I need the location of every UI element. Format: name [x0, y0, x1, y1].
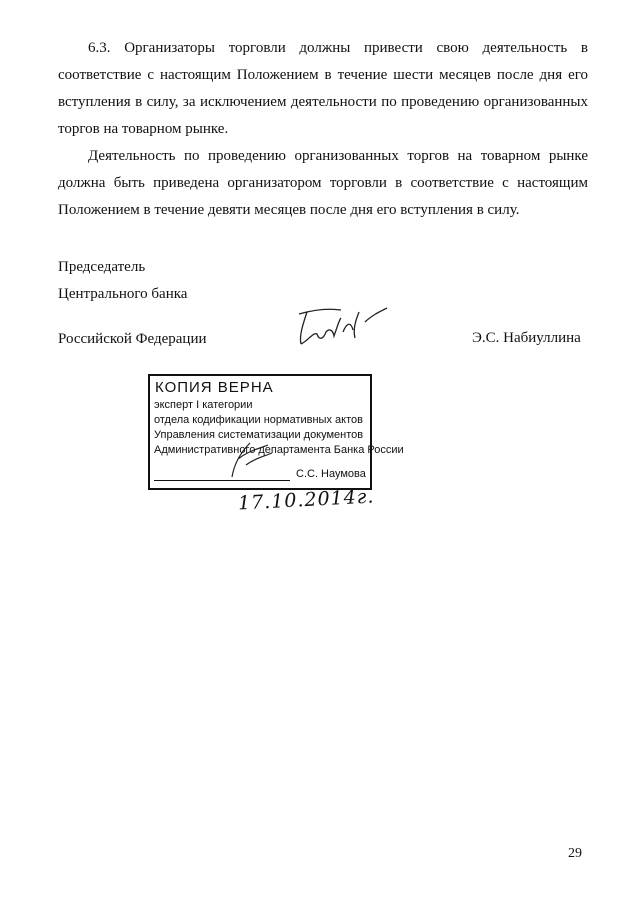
handwritten-date: 17.10.2014г. [237, 485, 375, 515]
signatory-title-line-3: Российской Федерации [58, 331, 207, 347]
paragraph-commodity-market: Деятельность по проведению организованных торгов на товарном рынке должна быть приведена организатором торговли в соответствие с настоящим Положением в течение девяти месяцев после дня его вступления в силу. [58, 148, 588, 218]
page-number: 29 [568, 846, 582, 861]
signatory-title-line-2: Центрального банка [58, 286, 188, 302]
handwritten-signature [293, 300, 393, 350]
stamp-line: Административного департамента Банка России [154, 444, 404, 456]
stamp-title: КОПИЯ ВЕРНА [155, 379, 274, 396]
signatory-title-line-1: Председатель [58, 259, 146, 275]
stamp-line: эксперт I категории [154, 399, 253, 411]
stamp-line: отдела кодификации нормативных актов [154, 414, 363, 426]
stamp-signature-line [154, 480, 290, 481]
stamp-line: Управления систематизации документов [154, 429, 364, 441]
stamp-name: С.С. Наумова [296, 468, 366, 480]
stamp-signature [228, 439, 278, 479]
signatory-name: Э.С. Набиуллина [472, 330, 581, 346]
paragraph-6-3: 6.3. Организаторы торговли должны привести свою деятельность в соответствие с настоящим Положением в течение шести месяцев после дня его вступления в силу, за исключением деятельности по проведению организованных торгов на товарном рынке. [58, 40, 588, 137]
copy-certified-stamp [148, 374, 404, 490]
